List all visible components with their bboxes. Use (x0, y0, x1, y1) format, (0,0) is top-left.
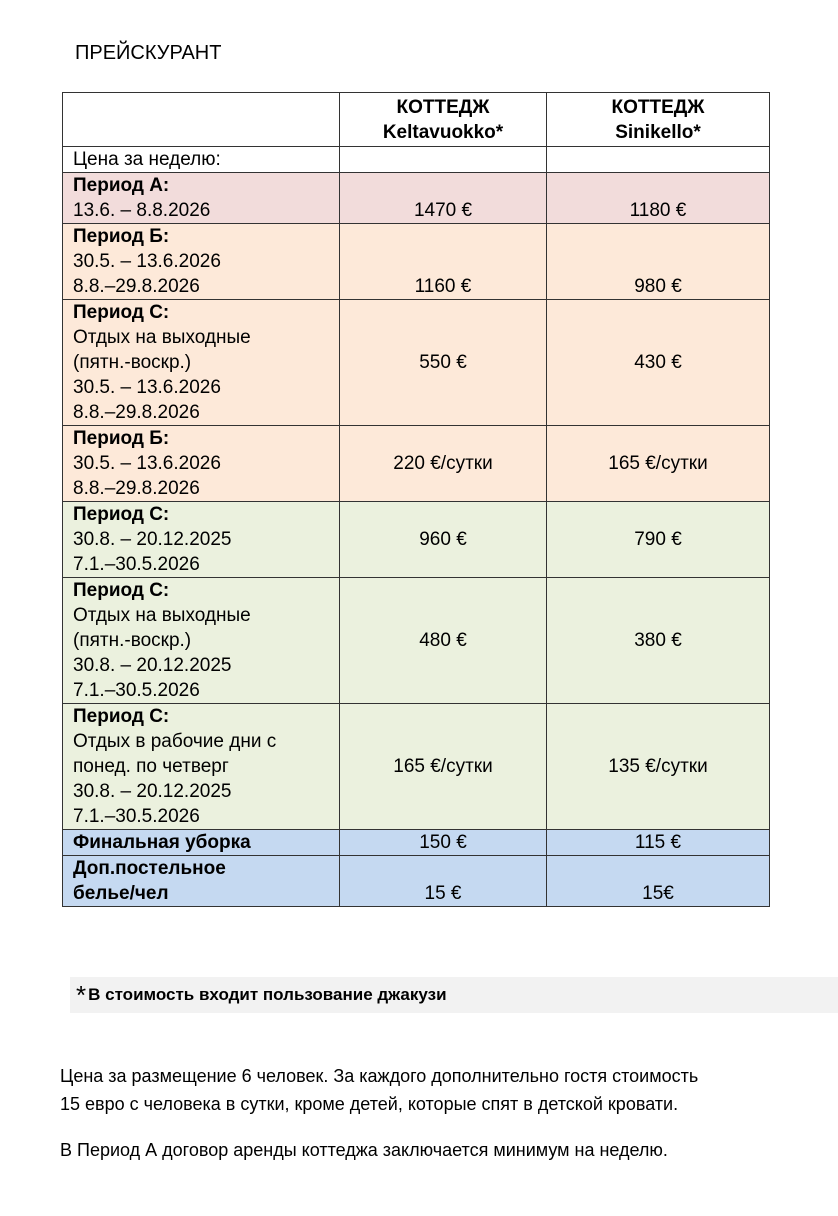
price-table (62, 92, 770, 907)
price-sinikello: 1180 € (547, 173, 770, 224)
price-sinikello: 980 € (547, 224, 770, 300)
price-sinikello: 115 € (547, 830, 770, 856)
period-line: 30.8. – 20.12.2025 (73, 655, 232, 676)
header-sinikello (547, 93, 770, 147)
week-label: Цена за неделю: (63, 147, 340, 173)
period-line: 7.1.–30.5.2026 (73, 806, 200, 827)
period-line: 7.1.–30.5.2026 (73, 554, 200, 575)
price-keltavuokko: 150 € (340, 830, 547, 856)
table-row (63, 578, 770, 704)
period-line: (пятн.-воскр.) (73, 630, 192, 651)
header-keltavuokko-line2: Keltavuokko* (382, 121, 504, 143)
period-title: Период С: (73, 580, 170, 601)
period-title: Финальная уборка (73, 832, 251, 853)
period-line: 30.5. – 13.6.2026 (73, 453, 221, 474)
period-line: 30.5. – 13.6.2026 (73, 251, 221, 272)
period-label (63, 704, 340, 830)
price-keltavuokko: 1160 € (340, 224, 547, 300)
table-row (63, 224, 770, 300)
guest-price-line: Цена за размещение 6 человек. За каждого дополнительно гостя стоимость (60, 1066, 699, 1086)
period-label (63, 830, 340, 856)
period-title: Период А: (73, 175, 170, 196)
page-title: ПРЕЙСКУРАНТ (75, 42, 222, 64)
price-sinikello: 430 € (547, 300, 770, 426)
table-row (63, 173, 770, 224)
price-sinikello: 165 €/сутки (547, 426, 770, 502)
table-row (63, 856, 770, 907)
period-label (63, 502, 340, 578)
period-title: Период С: (73, 706, 170, 727)
period-line: Отдых в рабочие дни с (73, 731, 277, 752)
jacuzzi-note (70, 977, 838, 1013)
period-title: Доп.постельное (73, 858, 226, 879)
jacuzzi-note-text: В стоимость входит пользование джакузи (88, 985, 447, 1004)
header-empty-cell (63, 93, 340, 147)
period-line: 30.8. – 20.12.2025 (73, 529, 232, 550)
header-keltavuokko (340, 93, 547, 147)
period-label (63, 300, 340, 426)
price-keltavuokko: 550 € (340, 300, 547, 426)
table-row (63, 830, 770, 856)
period-label (63, 224, 340, 300)
price-sinikello: 790 € (547, 502, 770, 578)
price-keltavuokko: 15 € (340, 856, 547, 907)
price-keltavuokko: 1470 € (340, 173, 547, 224)
price-sinikello: 15€ (547, 856, 770, 907)
period-label (63, 173, 340, 224)
header-sinikello-line1: КОТТЕДЖ (611, 96, 705, 118)
period-line: (пятн.-воскр.) (73, 352, 192, 373)
period-title: Период Б: (73, 226, 170, 247)
period-line: Отдых на выходные (73, 327, 251, 348)
price-keltavuokko: 165 €/сутки (340, 704, 547, 830)
period-title: Период С: (73, 302, 170, 323)
period-label (63, 856, 340, 907)
period-label (63, 426, 340, 502)
period-line: 30.8. – 20.12.2025 (73, 781, 232, 802)
period-line: Отдых на выходные (73, 605, 251, 626)
table-row (63, 426, 770, 502)
period-line: белье/чел (73, 883, 169, 904)
price-sinikello: 135 €/сутки (547, 704, 770, 830)
table-row (63, 502, 770, 578)
price-keltavuokko: 960 € (340, 502, 547, 578)
week-empty-cell (340, 147, 547, 173)
guest-price-paragraph (60, 1062, 820, 1118)
header-keltavuokko-line1: КОТТЕДЖ (396, 96, 490, 118)
header-sinikello-line2: Sinikello* (615, 121, 701, 143)
week-empty-cell (547, 147, 770, 173)
week-label-row (63, 147, 770, 173)
period-line: 30.5. – 13.6.2026 (73, 377, 221, 398)
period-line: 7.1.–30.5.2026 (73, 680, 200, 701)
period-title: Период Б: (73, 428, 170, 449)
period-a-paragraph: В Период А договор аренды коттеджа заключается минимум на неделю. (60, 1140, 668, 1160)
guest-price-line: 15 евро с человека в сутки, кроме детей, которые спят в детской кровати. (60, 1094, 679, 1114)
asterisk: * (76, 980, 87, 1010)
price-keltavuokko: 480 € (340, 578, 547, 704)
period-label (63, 578, 340, 704)
table-row (63, 300, 770, 426)
period-line: 13.6. – 8.8.2026 (73, 200, 211, 221)
period-line: 8.8.–29.8.2026 (73, 402, 200, 423)
table-row (63, 704, 770, 830)
table-header-row (63, 93, 770, 147)
period-line: 8.8.–29.8.2026 (73, 276, 200, 297)
price-keltavuokko: 220 €/сутки (340, 426, 547, 502)
price-sinikello: 380 € (547, 578, 770, 704)
period-line: понед. по четверг (73, 756, 229, 777)
period-line: 8.8.–29.8.2026 (73, 478, 200, 499)
period-title: Период С: (73, 504, 170, 525)
